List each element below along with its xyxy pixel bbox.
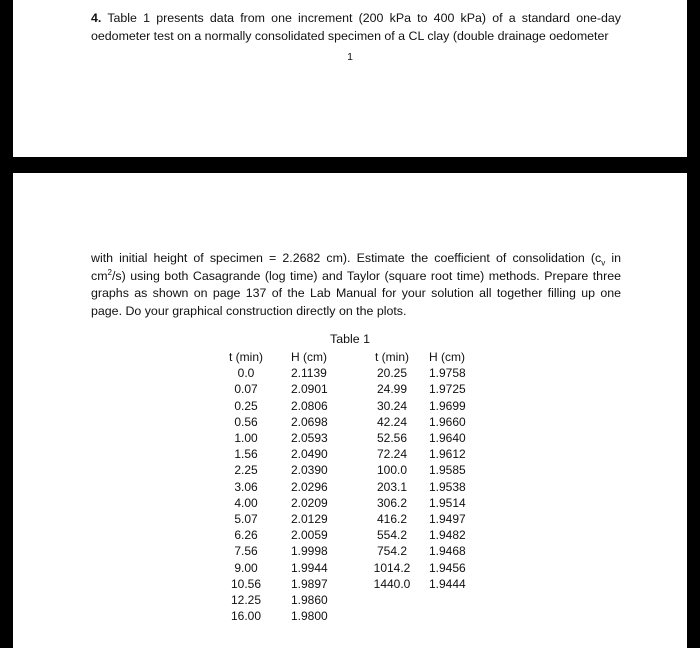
table-cell: 72.24 xyxy=(376,447,408,462)
table-caption: Table 1 xyxy=(330,332,370,346)
table-cell: 3.06 xyxy=(234,479,258,494)
table-cell: 1.9482 xyxy=(429,528,466,543)
table-cell: 2.0698 xyxy=(291,414,328,429)
table-cell: 9.00 xyxy=(234,560,258,575)
table-cell: 203.1 xyxy=(376,479,408,494)
document-page-top xyxy=(13,0,687,157)
table-cell: 1.9897 xyxy=(291,576,328,591)
table-cell: 1.9860 xyxy=(291,593,328,608)
table-cell: 2.0209 xyxy=(291,495,328,510)
table-cell: 2.0490 xyxy=(291,447,328,462)
table-cell: 2.25 xyxy=(234,463,258,478)
table-cell: 2.0806 xyxy=(291,398,328,413)
table-cell: 1.9444 xyxy=(429,576,466,591)
table-cell: 1.9660 xyxy=(429,414,466,429)
question-paragraph xyxy=(91,10,621,45)
table-cell: 2.0593 xyxy=(291,431,328,446)
table-cell: 554.2 xyxy=(376,528,408,543)
table-cell: 52.56 xyxy=(376,431,408,446)
table-cell: 10.56 xyxy=(230,576,262,591)
table-cell: 0.0 xyxy=(237,366,255,381)
table-cell: 1.9944 xyxy=(291,560,328,575)
table-cell: 0.56 xyxy=(234,414,258,429)
table-cell: 2.0059 xyxy=(291,528,328,543)
table-cell: 30.24 xyxy=(376,398,408,413)
table-cell: 12.25 xyxy=(230,593,262,608)
table-cell: 24.99 xyxy=(376,382,408,397)
table-cell: 1.00 xyxy=(234,431,258,446)
table-cell: 1.9800 xyxy=(291,609,328,624)
table-cell: 1.9758 xyxy=(429,366,466,381)
table-cell: 416.2 xyxy=(376,512,408,527)
table-column-height-right xyxy=(429,349,479,592)
table-cell: 1.9640 xyxy=(429,431,466,446)
table-cell: 1.9998 xyxy=(291,544,328,559)
table-cell: 7.56 xyxy=(234,544,258,559)
table-cell: 100.0 xyxy=(376,463,408,478)
table-cell: 1014.2 xyxy=(373,560,411,575)
table-cell: 1.56 xyxy=(234,447,258,462)
table-cell: 1.9468 xyxy=(429,544,466,559)
table-cell: 5.07 xyxy=(234,512,258,527)
table-column-height-left xyxy=(291,349,341,624)
question-text: Table 1 presents data from one increment (200 kPa to 400 kPa) of a standard one-day oedometer test on a normally consolidated specimen of a CL clay (double drainage oedometer xyxy=(91,11,621,43)
document-page-bottom xyxy=(13,173,687,648)
table-cell: 2.0129 xyxy=(291,512,328,527)
question-number: 4. xyxy=(91,11,102,25)
table-cell: 1.9699 xyxy=(429,398,466,413)
table-cell: 0.25 xyxy=(234,398,258,413)
table-column-time-right xyxy=(365,349,419,592)
continuation-paragraph: with initial height of specimen = 2.2682 cm). Estimate the coefficient of consolidation ($c_v$ in $cm^2/s$) using both Casagrande (log time) and Taylor (square root time) methods. Prepare three graphs as shown on page 137 of the Lab Manual for your solution all together filling up one page. Do your graphical construction directly on the plots. xyxy=(91,251,621,318)
table-cell: 1.9612 xyxy=(429,447,466,462)
table-cell: 2.1139 xyxy=(291,366,327,381)
table-cell: 2.0390 xyxy=(291,463,328,478)
table-cell: 1.9725 xyxy=(429,382,466,397)
table-column-time-left xyxy=(221,349,271,624)
table-cell: 1.9497 xyxy=(429,512,466,527)
table-header: t (min) xyxy=(375,350,409,364)
table-cell: 20.25 xyxy=(376,366,408,381)
table-cell: 0.07 xyxy=(234,382,258,397)
table-cell: 42.24 xyxy=(376,414,408,429)
table-cell: 1440.0 xyxy=(373,576,411,591)
table-cell: 1.9514 xyxy=(429,495,466,510)
table-cell: 16.00 xyxy=(230,609,262,624)
page-number: 1 xyxy=(347,51,353,63)
table-cell: 1.9585 xyxy=(429,463,466,478)
table-cell: 1.9538 xyxy=(429,479,466,494)
table-cell: 4.00 xyxy=(234,495,258,510)
table-header: t (min) xyxy=(229,350,263,364)
table-header: H (cm) xyxy=(429,350,465,364)
table-cell: 1.9456 xyxy=(429,560,466,575)
table-cell: 2.0296 xyxy=(291,479,328,494)
table-cell: 306.2 xyxy=(376,495,408,510)
table-cell: 754.2 xyxy=(376,544,408,559)
table-cell: 2.0901 xyxy=(291,382,328,397)
table-header: H (cm) xyxy=(291,350,327,364)
table-cell: 6.26 xyxy=(234,528,258,543)
